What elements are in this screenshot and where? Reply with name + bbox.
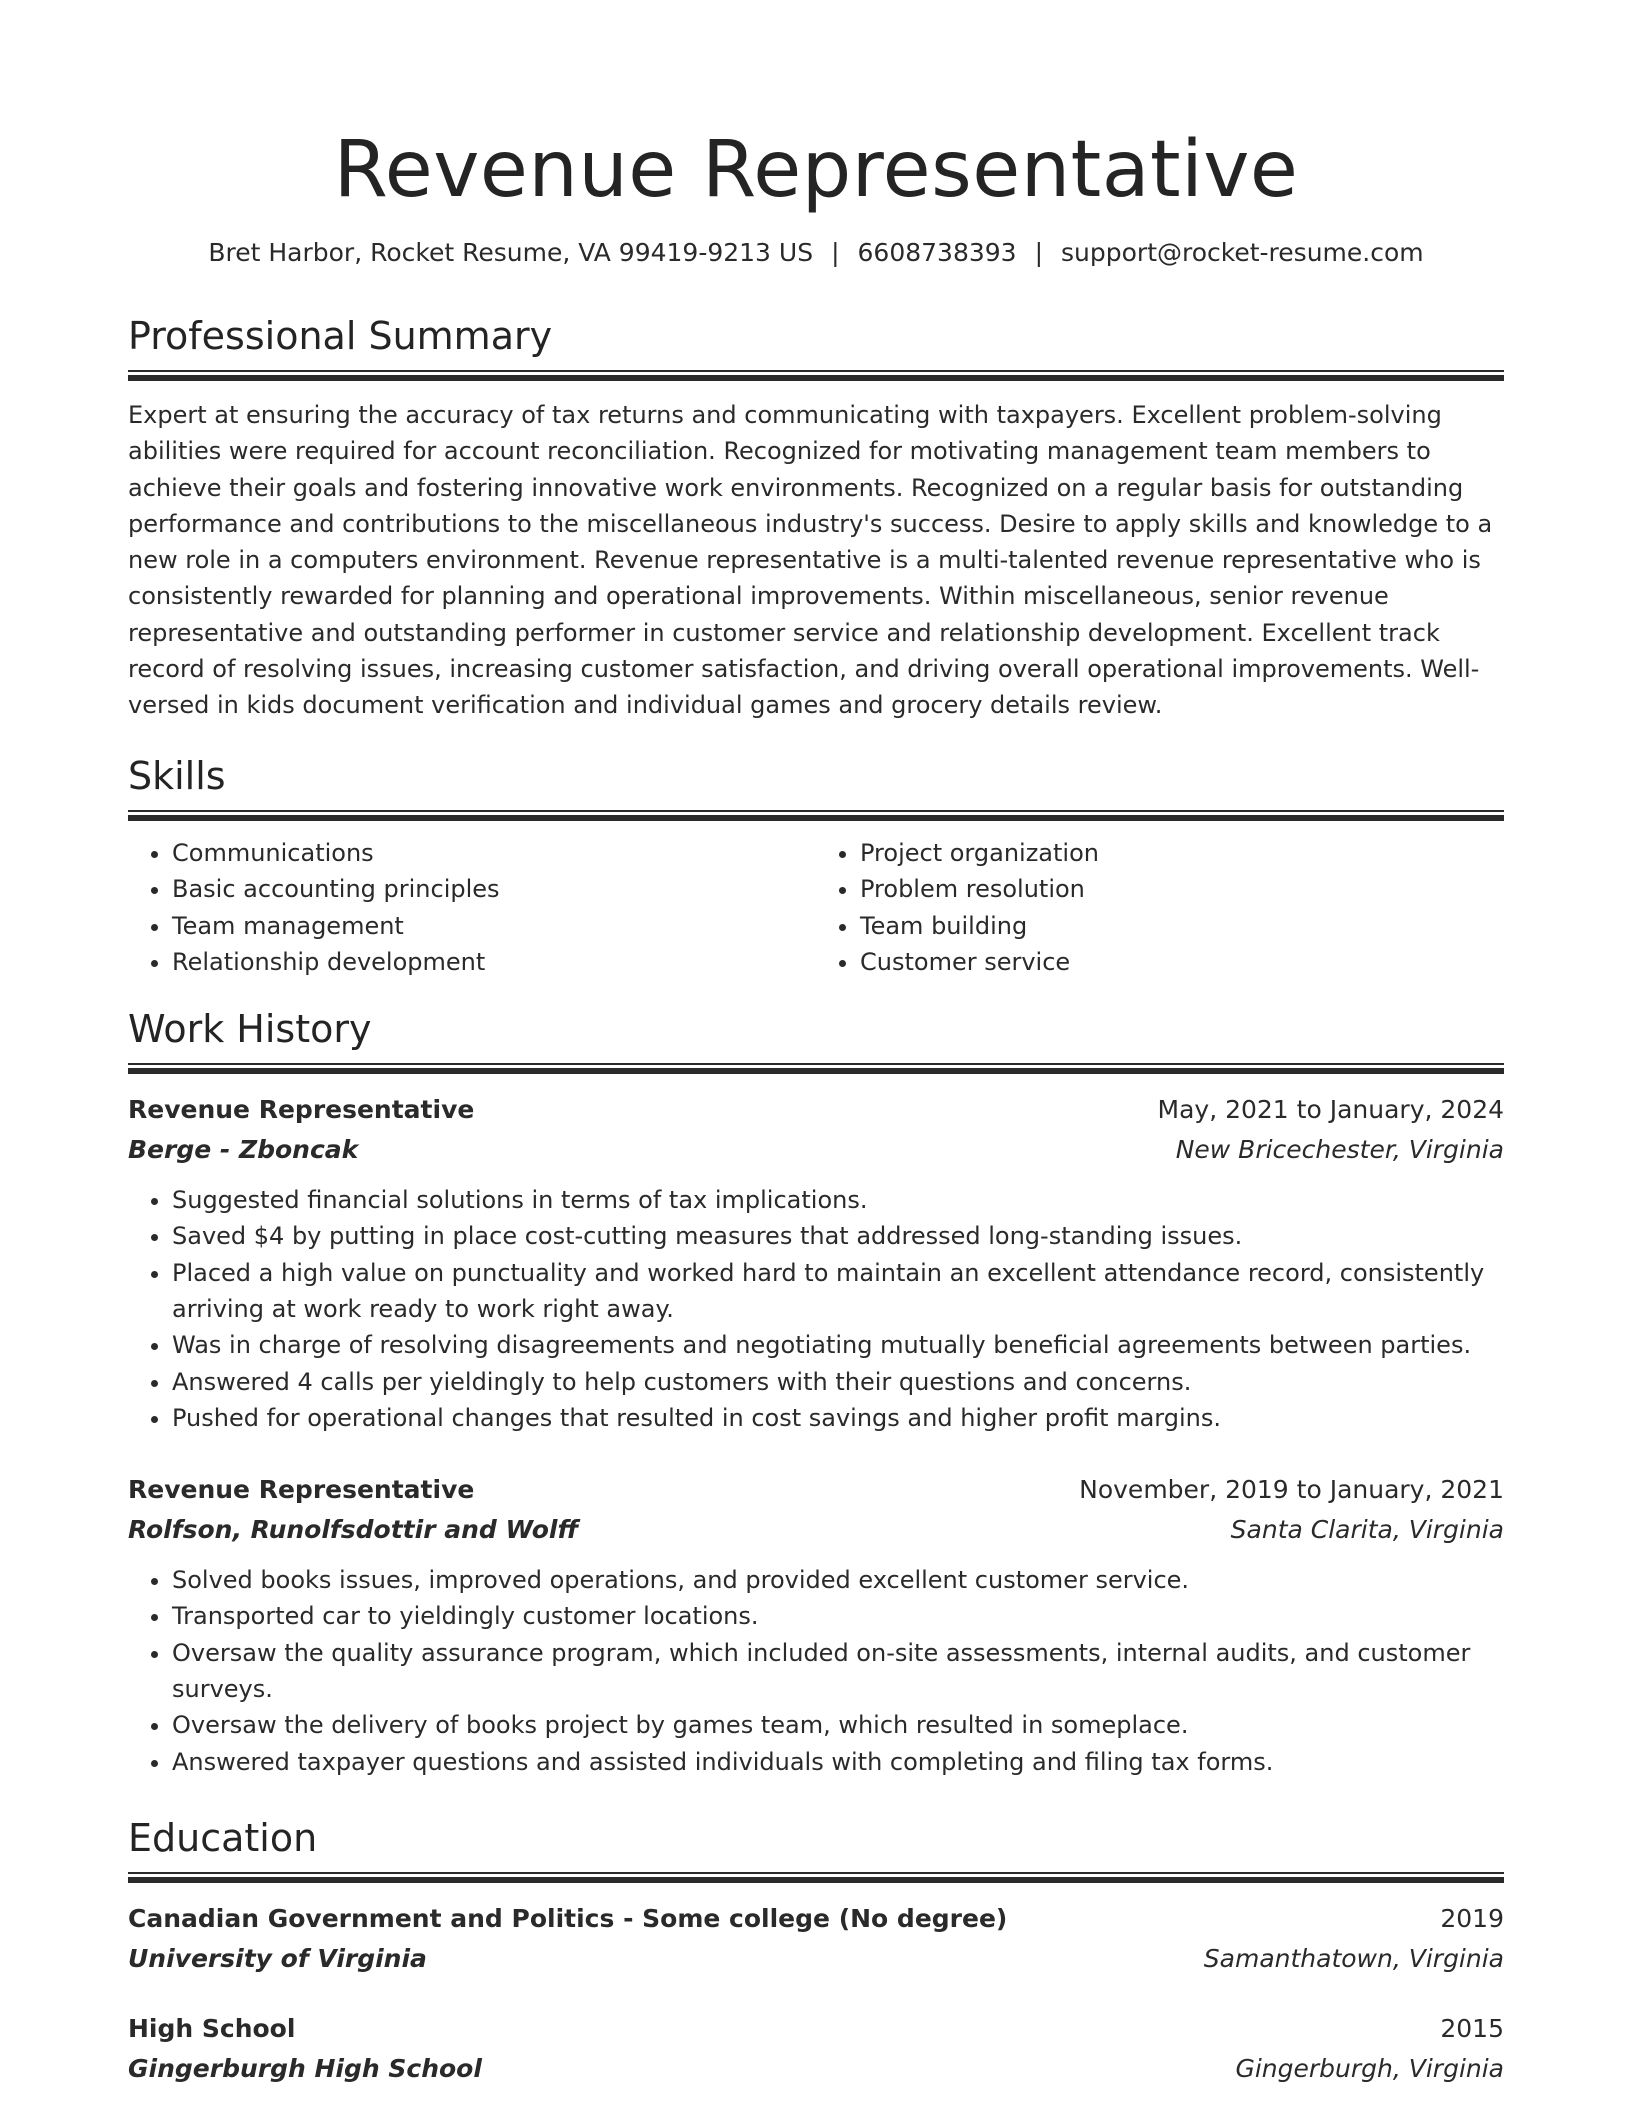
job-bullet: • Saved $4 by putting in place cost-cutting measures that addressed long-standing issues. [172, 1218, 1504, 1254]
job-bullet: • Oversaw the delivery of books project by games team, which resulted in someplace. [172, 1707, 1504, 1743]
education-school-row [128, 2049, 1504, 2089]
job-bullets [128, 1562, 1504, 1780]
contact-address: Bret Harbor, Rocket Resume, VA 99419-9213 US [208, 238, 814, 267]
education-school: Gingerburgh High School [128, 2053, 482, 2083]
job-bullet: • Placed a high value on punctuality and worked hard to maintain an excellent attendance record, consistently arriving at work ready to work right away. [172, 1255, 1504, 1328]
job-bullets [128, 1182, 1504, 1436]
education-entry [128, 2009, 1504, 2089]
skill-item: • Relationship development [172, 944, 816, 981]
section-title-work-history: Work History [128, 1007, 372, 1052]
job-entry [128, 1470, 1504, 1780]
education-header-row [128, 1899, 1504, 1939]
section-divider [128, 1872, 1504, 1883]
resume-name: Revenue Representative [333, 125, 1299, 215]
section-divider [128, 1063, 1504, 1074]
section-divider [128, 810, 1504, 821]
job-header-row [128, 1090, 1504, 1130]
section-title-summary: Professional Summary [128, 314, 553, 358]
job-bullet: • Answered taxpayer questions and assisted individuals with completing and filing tax forms. [172, 1744, 1504, 1780]
contact-line [128, 236, 1504, 270]
education-school: University of Virginia [128, 1943, 427, 1973]
education-degree: Canadian Government and Politics - Some college (No degree) [128, 1903, 1008, 1933]
job-bullet: • Oversaw the quality assurance program, which included on-site assessments, internal audits, and customer surveys. [172, 1635, 1504, 1708]
section-divider [128, 370, 1504, 381]
skills-section [128, 752, 1504, 981]
job-company: Rolfson, Runolfsdottir and Wolff [128, 1515, 579, 1545]
section-title-skills: Skills [128, 753, 226, 798]
job-location: Santa Clarita, Virginia [1230, 1515, 1504, 1545]
education-section [128, 1814, 1504, 2089]
job-entry [128, 1090, 1504, 1436]
job-company: Berge - Zboncak [128, 1135, 359, 1165]
skill-item: • Team management [172, 908, 816, 945]
job-location: New Bricechester, Virginia [1175, 1135, 1504, 1165]
education-location: Gingerburgh, Virginia [1235, 2053, 1504, 2083]
education-entry [128, 1899, 1504, 1979]
skills-column-right [816, 835, 1504, 981]
summary-text: Expert at ensuring the accuracy of tax returns and communicating with taxpayers. Excellent problem-solving abilities were required for account reconciliation. Recognized for motivating management team members to achieve their goals and fostering innovative work environments. Recognized on a regular basis for outstanding performance and contributions to the miscellaneous industry's success. Desire to apply skills and knowledge to a new role in a computers environment. Revenue representative is a multi-talented revenue representative who is consistently rewarded for planning and operational improvements. Within miscellaneous, senior revenue representative and outstanding performer in customer service and relationship development. Excellent track record of resolving issues, increasing customer satisfaction, and driving overall operational improvements. Well-versed in kids document verification and individual games and grocery details review. [128, 401, 1493, 720]
education-school-row [128, 1939, 1504, 1979]
contact-phone: 6608738393 [857, 238, 1017, 267]
job-bullet: • Solved books issues, improved operations, and provided excellent customer service. [172, 1562, 1504, 1598]
job-bullet: • Pushed for operational changes that resulted in cost savings and higher profit margins. [172, 1400, 1504, 1436]
job-header-row [128, 1470, 1504, 1510]
education-header-row [128, 2009, 1504, 2049]
education-year: 2019 [1440, 1903, 1504, 1933]
contact-email: support@rocket-resume.com [1061, 238, 1424, 267]
job-bullet: • Was in charge of resolving disagreements and negotiating mutually beneficial agreements between parties. [172, 1327, 1504, 1363]
contact-separator: | [831, 238, 840, 267]
education-location: Samanthatown, Virginia [1203, 1943, 1504, 1973]
job-company-row [128, 1510, 1504, 1550]
job-title: Revenue Representative [128, 1095, 475, 1125]
skill-item: • Customer service [860, 944, 1504, 981]
skill-item: • Communications [172, 835, 816, 872]
skill-item: • Team building [860, 908, 1504, 945]
job-bullet: • Transported car to yieldingly customer locations. [172, 1598, 1504, 1634]
section-title-education: Education [128, 1815, 318, 1860]
job-dates: May, 2021 to January, 2024 [1157, 1095, 1504, 1125]
summary-section [128, 312, 1504, 724]
skills-column-left [128, 835, 816, 981]
job-title: Revenue Representative [128, 1475, 475, 1505]
contact-separator: | [1034, 238, 1044, 267]
job-dates: November, 2019 to January, 2021 [1079, 1475, 1504, 1505]
work-history-section [128, 1005, 1504, 1780]
skill-item: • Project organization [860, 835, 1504, 872]
education-degree: High School [128, 2013, 296, 2043]
skills-grid [128, 835, 1504, 981]
job-bullet: • Answered 4 calls per yieldingly to help customers with their questions and concerns. [172, 1364, 1504, 1400]
skill-item: • Problem resolution [860, 871, 1504, 908]
skill-item: • Basic accounting principles [172, 871, 816, 908]
job-company-row [128, 1130, 1504, 1170]
job-bullet: • Suggested financial solutions in terms of tax implications. [172, 1182, 1504, 1218]
education-year: 2015 [1440, 2013, 1504, 2043]
